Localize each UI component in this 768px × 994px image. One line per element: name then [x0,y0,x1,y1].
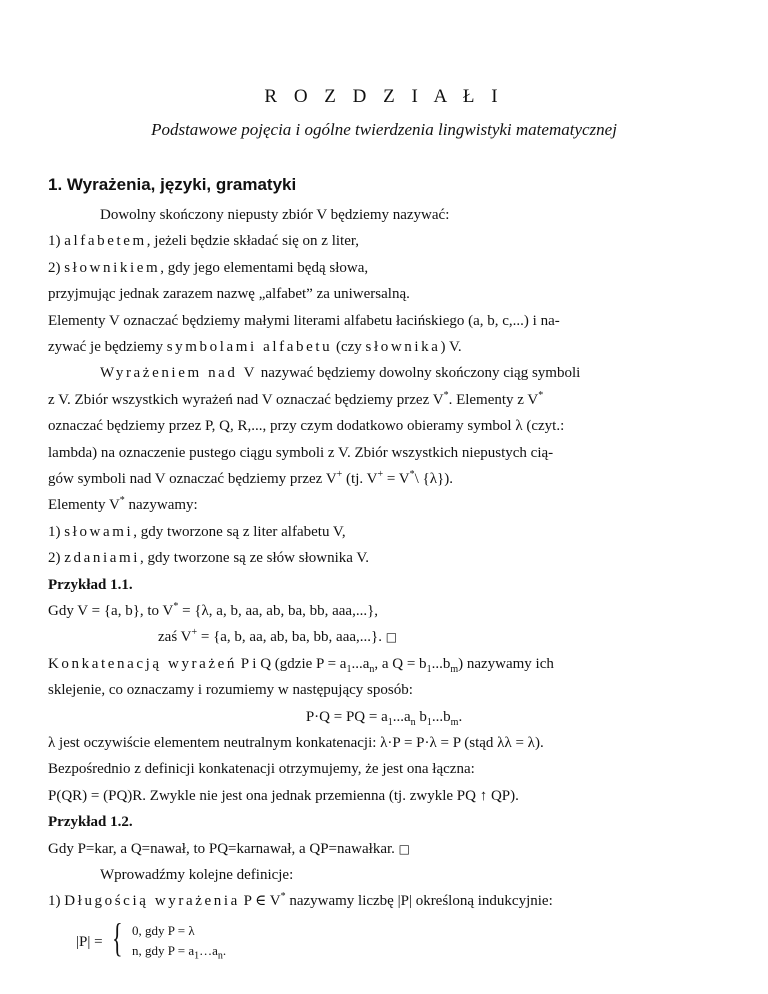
paragraph-line: przyjmując jednak zarazem nazwę „alfabet” za uniwersalną. [48,286,410,303]
paragraph-line: Bezpośrednio z definicji konkatenacji otrzymujemy, że jest ona łączna: [48,761,475,778]
paragraph-line: Dowolny skończony niepusty zbiór V będziemy nazywać: [100,207,450,223]
formula-concatenation: P·Q = PQ = $a_1...a_n$ $b_1...b_m$. [305,708,463,728]
term-wyrazenie: Wyrażeniem nad V [100,365,258,382]
example-title: Przykład 1.1. [48,576,133,593]
paragraph-line: z V. Zbiór wszystkich wyrażeń nad V oznaczać będziemy przez V*. Elementy z V* [48,389,544,408]
paragraph-line: Wyrażeniem nad V nazywać będziemy dowolny skończony ciąg symboli [100,365,581,382]
formula-case-1: 0, gdy P = λ [132,923,195,939]
paragraph-line: oznaczać będziemy przez P, Q, R,..., przy czym dodatkowo obieramy symbol λ (czyt.: [48,418,565,435]
chapter-subtitle: Podstawowe pojęcia i ogólne twierdzenia lingwistyki matematycznej [151,120,617,139]
example-line: zaś V+ = {a, b, aa, ab, ba, bb, aaa,...}. □ [158,627,398,646]
paragraph-line: Konkatenacją wyrażeń P i Q (gdzie $P = a_1...a_n$, a $Q = b_1...b_m$) nazywamy ich [48,655,554,675]
list-item: 1) alfabetem, jeżeli będzie składać się on z liter, [48,233,360,250]
term-alfabet: alfabetem [64,233,147,250]
brace-icon: { [112,915,123,961]
section-title: 1. Wyrażenia, języki, gramatyki [48,175,297,194]
term-dlugosc: Długością wyrażenia [64,893,240,910]
chapter-title: R O Z D Z I A Ł I [264,86,504,107]
paragraph-line: Elementy V* nazywamy: [48,495,198,514]
example-line: Gdy P=kar, a Q=nawał, to PQ=karnawał, a QP=nawałkar. □ [48,840,410,857]
paragraph-line: zywać je będziemy symbolami alfabetu (czy słownika) V. [48,339,462,355]
list-item: 2) zdaniami, gdy tworzone są ze słów słownika V. [48,550,370,567]
term-konkatenacja: Konkatenacją wyrażeń [48,655,238,672]
term-slownik: słownikiem [64,259,161,276]
formula-lhs: |P| = [76,934,103,951]
paragraph-line: P(QR) = (PQ)R. Zwykle nie jest ona jednak przemienna (tj. zwykle PQ ↑ QP). [48,787,519,804]
paragraph-line: Elementy V oznaczać będziemy małymi literami alfabetu łacińskiego (a, b, c,...) i na- [48,312,560,329]
formula-case-2: n, gdy $P = a_1\dots a_n$. [132,943,227,962]
example-title: Przykład 1.2. [48,814,133,831]
paragraph-line: Wprowadźmy kolejne definicje: [100,867,294,883]
definition-line: 1) Długością wyrażenia P ∈ V* nazywamy liczbę |P| określoną indukcyjnie: [48,891,553,910]
list-item: 1) słowami, gdy tworzone są z liter alfabetu V, [48,523,346,540]
paragraph-line: sklejenie, co oznaczamy i rozumiemy w następujący sposób: [48,682,413,699]
list-item: 2) słownikiem, gdy jego elementami będą słowa, [48,259,369,276]
qed-icon: □ [385,630,398,645]
paragraph-line: gów symboli nad V oznaczać będziemy przez V+ (tj. V+ = V*\ {λ}). [48,469,453,487]
paragraph-line: lambda) na oznaczenie pustego ciągu symboli z V. Zbiór wszystkich niepustych cią- [48,444,554,461]
paragraph-line: λ jest oczywiście elementem neutralnym konkatenacji: λ·P = P·λ = P (stąd λλ = λ). [48,735,544,751]
example-line: Gdy V = {a, b}, to V* = {λ, a, b, aa, ab, ba, bb, aaa,...}, [48,601,379,619]
qed-icon: □ [398,841,410,856]
